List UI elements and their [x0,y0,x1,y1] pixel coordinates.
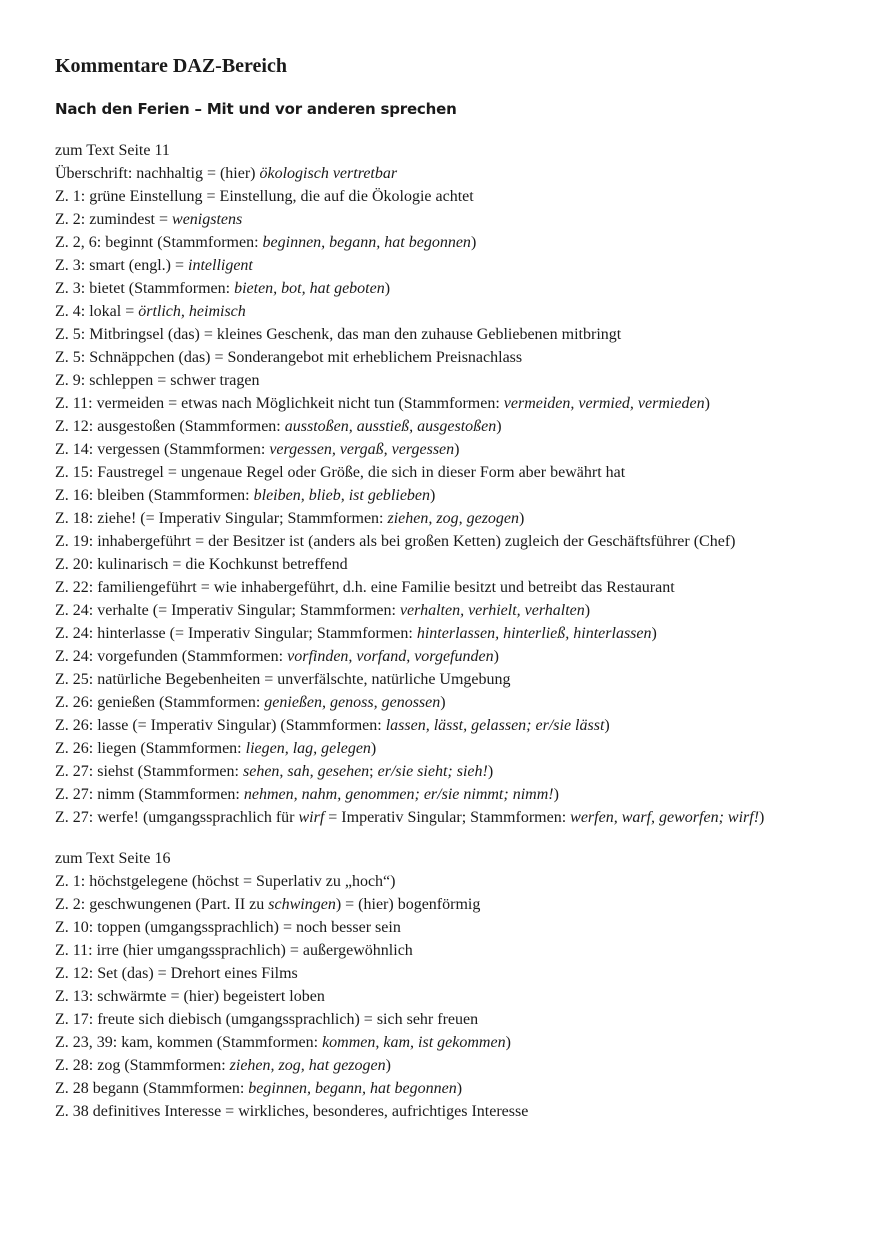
glossary-entry [55,985,850,1008]
glossary-entry [55,962,850,985]
glossary-entry [55,806,850,829]
glossary-entry [55,530,850,553]
entry-italic-text: er/sie sieht; sieh! [377,763,488,780]
glossary-entry [55,1008,850,1031]
document-title: Kommentare DAZ-Bereich [55,55,287,77]
entry-text: Z. 27: siehst (Stammformen: [55,763,243,780]
entry-italic-text: sehen, sah, gesehen [242,763,370,780]
entry-text: Z. 23, 39: kam, kommen (Stammformen: [55,1034,323,1051]
entry-italic-text: vorfinden, vorfand, vorgefunden [287,648,494,665]
entry-text: ) [470,234,477,251]
document-subtitle: Nach den Ferien – Mit und vor anderen sprechen [55,100,457,118]
entry-italic-text: bleiben, blieb, ist geblieben [253,487,431,504]
entry-text: ) = (hier) bogenförmig [335,896,481,913]
entry-text: Z. 17: freute sich diebisch (umgangssprachlich) = sich sehr freuen [55,1011,479,1028]
entry-italic-text: bieten, bot, hat geboten [234,280,385,297]
entry-text: ) [604,717,610,734]
entry-text: ) [487,763,494,780]
glossary-entry [55,737,850,760]
entry-text: Z. 5: Schnäppchen (das) = Sonderangebot mit erheblichem Preisnachlass [55,349,523,366]
entry-italic-text: schwingen [268,896,336,913]
glossary-entry [55,346,850,369]
entry-text: ) [704,395,710,412]
glossary-entry [55,392,850,415]
entry-text: Z. 26: genießen (Stammformen: [55,694,265,711]
glossary-entry [55,783,850,806]
entry-text: Z. 26: liegen (Stammformen: [55,740,246,757]
entry-text: ) [370,740,377,757]
entry-italic-text: wirf [298,809,325,826]
glossary-entry [55,599,850,622]
glossary-entry [55,714,850,737]
entry-text: Z. 3: bietet (Stammformen: [55,280,235,297]
entry-text: Z. 12: ausgestoßen (Stammformen: [55,418,285,435]
entry-italic-text: hinterlassen, hinterließ, hinterlassen [416,625,652,642]
glossary-entry [55,691,850,714]
glossary-entry [55,438,850,461]
entry-text: Z. 2: geschwungenen (Part. II zu [55,896,269,913]
entry-text: Z. 11: irre (hier umgangssprachlich) = außergewöhnlich [55,942,413,959]
entry-text: Z. 27: werfe! (umgangssprachlich für [55,809,299,826]
glossary-entry [55,1054,850,1077]
entry-italic-text: ziehen, zog, gezogen [387,510,520,527]
glossary-entry [55,576,850,599]
glossary-entry [55,369,850,392]
entry-text: Z. 26: lasse (= Imperativ Singular) (Stammformen: [55,717,386,734]
section-heading: zum Text Seite 16 [55,850,171,867]
entry-italic-text: beginnen, begann, hat begonnen [262,234,471,251]
entry-text: ) [430,487,436,504]
glossary-sections [55,139,850,1123]
entry-text: Z. 5: Mitbringsel (das) = kleines Geschenk, das man den zuhause Gebliebenen mitbringt [55,326,622,343]
glossary-entry [55,507,850,530]
glossary-entry [55,870,850,893]
entry-text: ) [651,625,657,642]
glossary-entry [55,1100,850,1123]
section-heading: zum Text Seite 11 [55,142,170,159]
entry-text: ) [454,441,460,458]
glossary-entry [55,162,850,185]
entry-italic-text: vergessen, vergaß, vergessen [269,441,455,458]
entry-italic-text: ziehen, zog, hat gezogen [229,1057,386,1074]
glossary-entry [55,484,850,507]
entry-text: ) [493,648,499,665]
entry-text: Z. 4: lokal = [55,303,139,320]
glossary-entry [55,415,850,438]
entry-italic-text: ausstoßen, ausstieß, ausgestoßen [284,418,497,435]
entry-text: Z. 15: Faustregel = ungenaue Regel oder Größe, die sich in dieser Form aber bewährt hat [55,464,626,481]
entry-text: Z. 24: verhalte (= Imperativ Singular; Stammformen: [55,602,400,619]
entry-text: Z. 1: grüne Einstellung = Einstellung, die auf die Ökologie achtet [55,188,474,205]
entry-text: Z. 24: vorgefunden (Stammformen: [55,648,288,665]
glossary-entry [55,939,850,962]
entry-text: ) [584,602,591,619]
entry-text: ) [519,510,525,527]
entry-text: Z. 24: hinterlasse (= Imperativ Singular; Stammformen: [55,625,417,642]
entry-italic-text: örtlich, heimisch [138,303,246,320]
glossary-section [55,847,850,1123]
glossary-entry [55,893,850,916]
entry-italic-text: beginnen, begann, hat begonnen [248,1080,457,1097]
entry-text: ) [456,1080,463,1097]
entry-text: Z. 28 begann (Stammformen: [55,1080,249,1097]
entry-italic-text: liegen, lag, gelegen [245,740,371,757]
entry-text: ) [384,280,391,297]
entry-text: Z. 13: schwärmte = (hier) begeistert loben [55,988,325,1005]
entry-text: Z. 18: ziehe! (= Imperativ Singular; Stammformen: [55,510,388,527]
entry-italic-text: lassen, lässt, gelassen; er/sie lässt [385,717,605,734]
glossary-entry [55,916,850,939]
glossary-entry [55,300,850,323]
entry-text: Z. 10: toppen (umgangssprachlich) = noch besser sein [55,919,401,936]
entry-text: Z. 19: inhabergeführt = der Besitzer ist (anders als bei großen Ketten) zugleich der Geschäftsführer (Chef) [55,533,736,550]
entry-text: Z. 20: kulinarisch = die Kochkunst betreffend [55,556,348,573]
glossary-section [55,139,850,829]
entry-text: Z. 14: vergessen (Stammformen: [55,441,270,458]
entry-text: = Imperativ Singular; Stammformen: [324,809,571,826]
glossary-entry [55,622,850,645]
entry-text: Z. 16: bleiben (Stammformen: [55,487,254,504]
entry-text: Z. 3: smart (engl.) = [55,257,188,274]
entry-italic-text: vermeiden, vermied, vermieden [503,395,705,412]
entry-text: Z. 1: höchstgelegene (höchst = Superlativ zu „hoch“) [55,873,396,890]
entry-text: ) [385,1057,391,1074]
glossary-entry [55,553,850,576]
entry-text: ) [440,694,446,711]
entry-text: Überschrift: nachhaltig = (hier) [55,165,260,182]
entry-text: ) [505,1034,511,1051]
entry-text: Z. 27: nimm (Stammformen: [55,786,244,803]
glossary-entry [55,254,850,277]
entry-italic-text: verhalten, verhielt, verhalten [399,602,585,619]
entry-text: Z. 25: natürliche Begebenheiten = unverfälschte, natürliche Umgebung [55,671,511,688]
glossary-entry [55,277,850,300]
glossary-entry [55,1031,850,1054]
entry-italic-text: werfen, warf, geworfen; wirf! [570,809,760,826]
glossary-entry [55,323,850,346]
glossary-entry [55,461,850,484]
entry-text: Z. 2, 6: beginnt (Stammformen: [55,234,263,251]
entry-text: ) [553,786,559,803]
entry-text: ) [496,418,502,435]
glossary-entry [55,760,850,783]
entry-text: Z. 38 definitives Interesse = wirkliches, besonderes, aufrichtiges Interesse [55,1103,529,1120]
glossary-entry [55,1077,850,1100]
entry-italic-text: ökologisch vertretbar [259,165,398,182]
entry-italic-text: wenigstens [172,211,243,228]
entry-text: Z. 11: vermeiden = etwas nach Möglichkeit nicht tun (Stammformen: [55,395,504,412]
glossary-entry [55,645,850,668]
entry-text: Z. 28: zog (Stammformen: [55,1057,230,1074]
entry-text: ; [369,763,378,780]
entry-italic-text: genießen, genoss, genossen [264,694,441,711]
entry-text: Z. 2: zumindest = [55,211,173,228]
glossary-entry [55,231,850,254]
entry-italic-text: nehmen, nahm, genommen; er/sie nimmt; nimm! [243,786,554,803]
entry-italic-text: kommen, kam, ist gekommen [322,1034,506,1051]
entry-text: Z. 22: familiengeführt = wie inhabergeführt, d.h. eine Familie besitzt und betreibt das Restaurant [55,579,675,596]
entry-text: Z. 12: Set (das) = Drehort eines Films [55,965,298,982]
glossary-entry [55,185,850,208]
entry-text: ) [759,809,765,826]
glossary-entry [55,208,850,231]
glossary-entry [55,668,850,691]
entry-italic-text: intelligent [188,257,253,274]
entry-text: Z. 9: schleppen = schwer tragen [55,372,260,389]
